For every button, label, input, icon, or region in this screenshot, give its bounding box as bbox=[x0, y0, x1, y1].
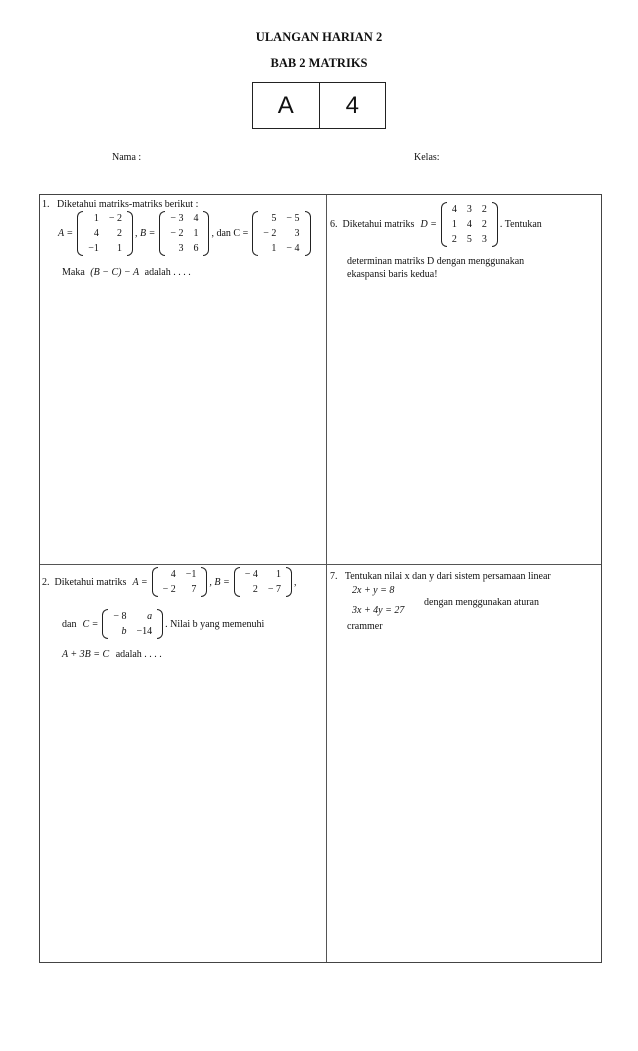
question-2-number: 2. bbox=[42, 576, 50, 588]
matrix-d-label: D = bbox=[420, 219, 437, 230]
matrix-c-cell: − 8 bbox=[113, 611, 127, 622]
question-6-intro-text: Diketahui matriks bbox=[342, 219, 415, 230]
question-7-rule: dengan menggunakan aturan bbox=[424, 597, 539, 608]
matrix-c-label: , dan C = bbox=[211, 228, 249, 239]
matrix-d-cell: 2 bbox=[481, 204, 487, 215]
matrix-d-cell: 1 bbox=[451, 219, 457, 230]
matrix-a-cell: 1 bbox=[93, 213, 99, 224]
question-2-mid: . Nilai b yang memenuhi bbox=[165, 618, 265, 630]
exam-package: A bbox=[277, 91, 294, 119]
matrix-a-cell: − 2 bbox=[108, 213, 122, 224]
matrix-d-cell: 3 bbox=[481, 234, 487, 245]
question-7-number: 7. bbox=[330, 571, 338, 582]
matrix-c bbox=[102, 609, 163, 639]
matrix-a bbox=[152, 567, 208, 597]
matrix-c-cell: − 5 bbox=[286, 213, 300, 224]
question-2-ask bbox=[62, 648, 162, 661]
matrix-c-label: C = bbox=[82, 618, 99, 630]
matrix-b-cell: − 2 bbox=[170, 228, 184, 239]
matrix-d-cell: 4 bbox=[451, 204, 457, 215]
matrix-c-cell: a bbox=[147, 611, 153, 622]
matrix-b-cell: 6 bbox=[193, 243, 199, 254]
matrix-a-cell: − 2 bbox=[162, 584, 176, 595]
question-7-rule-2: crammer bbox=[347, 621, 383, 632]
question-1-number: 1. bbox=[42, 199, 50, 210]
question-6-after: . Tentukan bbox=[499, 219, 542, 230]
question-2-end: , bbox=[294, 576, 297, 588]
matrix-b bbox=[234, 567, 292, 597]
matrix-a-cell: −1 bbox=[185, 569, 197, 580]
question-7-intro bbox=[330, 570, 551, 583]
question-1-matrices bbox=[58, 211, 311, 256]
matrix-b-cell: − 4 bbox=[244, 569, 258, 580]
question-7-equation-1: 2x + y = 8 bbox=[352, 585, 395, 596]
grid-divider-horizontal bbox=[40, 564, 601, 565]
matrix-d-cell: 4 bbox=[466, 219, 472, 230]
matrix-b bbox=[159, 211, 209, 256]
matrix-b-cell: 4 bbox=[193, 213, 199, 224]
matrix-b-cell: 2 bbox=[252, 584, 258, 595]
question-2-and: dan bbox=[62, 618, 77, 630]
matrix-c-cell: − 2 bbox=[263, 228, 277, 239]
matrix-d-cell: 2 bbox=[481, 219, 487, 230]
matrix-c-cell: 1 bbox=[271, 243, 277, 254]
matrix-b-cell: − 7 bbox=[267, 584, 282, 595]
matrix-b-cell: − 3 bbox=[170, 213, 184, 224]
question-2-intro-text: Diketahui matriks bbox=[54, 576, 127, 588]
matrix-d-cell: 3 bbox=[466, 204, 472, 215]
matrix-a bbox=[77, 211, 133, 256]
question-2-equation: A + 3B = C bbox=[62, 649, 110, 660]
exam-code-box bbox=[252, 82, 386, 129]
question-6-line-2: determinan matriks D dengan menggunakan bbox=[347, 256, 525, 267]
matrix-b-cell: 1 bbox=[193, 228, 199, 239]
matrix-a-cell: 2 bbox=[116, 228, 122, 239]
question-1-ask-prefix: Maka bbox=[62, 267, 85, 278]
question-1-intro-text: Diketahui matriks-matriks berikut : bbox=[57, 199, 199, 210]
matrix-a-label: A = bbox=[58, 228, 74, 239]
question-2-ask-suffix: adalah . . . . bbox=[115, 649, 162, 660]
question-1-intro bbox=[42, 198, 198, 211]
matrix-b-cell: 3 bbox=[178, 243, 184, 254]
question-1-ask-suffix: adalah . . . . bbox=[144, 267, 191, 278]
grid-divider-vertical bbox=[326, 195, 327, 962]
matrix-d-cell: 5 bbox=[466, 234, 472, 245]
matrix-b-label: , B = bbox=[134, 228, 156, 239]
question-7-equation-2: 3x + 4y = 27 bbox=[352, 605, 405, 616]
page-title: ULANGAN HARIAN 2 bbox=[255, 30, 383, 44]
matrix-a-cell: −1 bbox=[88, 243, 99, 254]
question-2-intro bbox=[42, 567, 297, 597]
class-label: Kelas: bbox=[414, 152, 440, 163]
page-subtitle: BAB 2 MATRIKS bbox=[270, 56, 368, 70]
question-6-intro bbox=[330, 202, 542, 247]
matrix-c-cell: 3 bbox=[294, 228, 300, 239]
question-7-intro-text: Tentukan nilai x dan y dari sistem persamaan linear bbox=[344, 571, 551, 582]
matrix-c bbox=[252, 211, 310, 256]
matrix-b-label: , B = bbox=[209, 576, 230, 588]
matrix-a-label: A = bbox=[132, 576, 148, 588]
matrix-d bbox=[441, 202, 498, 247]
matrix-c-cell: − 4 bbox=[286, 243, 300, 254]
matrix-c-cell: −14 bbox=[136, 626, 153, 637]
matrix-a-cell: 4 bbox=[170, 569, 176, 580]
question-1-ask bbox=[62, 266, 191, 279]
question-2-matrix-c-row bbox=[62, 609, 264, 639]
matrix-d-cell: 2 bbox=[451, 234, 457, 245]
matrix-a-cell: 1 bbox=[116, 243, 122, 254]
matrix-c-cell: 5 bbox=[271, 213, 277, 224]
name-label: Nama : bbox=[112, 152, 142, 163]
question-6-number: 6. bbox=[330, 219, 338, 230]
matrix-a-cell: 7 bbox=[191, 584, 197, 595]
matrix-a-cell: 4 bbox=[93, 228, 99, 239]
question-6-line-3: ekaspansi baris kedua! bbox=[347, 269, 438, 280]
matrix-b-cell: 1 bbox=[276, 569, 282, 580]
question-1-expression: (B − C) − A bbox=[90, 267, 140, 278]
matrix-c-cell: b bbox=[121, 626, 127, 637]
exam-number: 4 bbox=[319, 83, 386, 128]
